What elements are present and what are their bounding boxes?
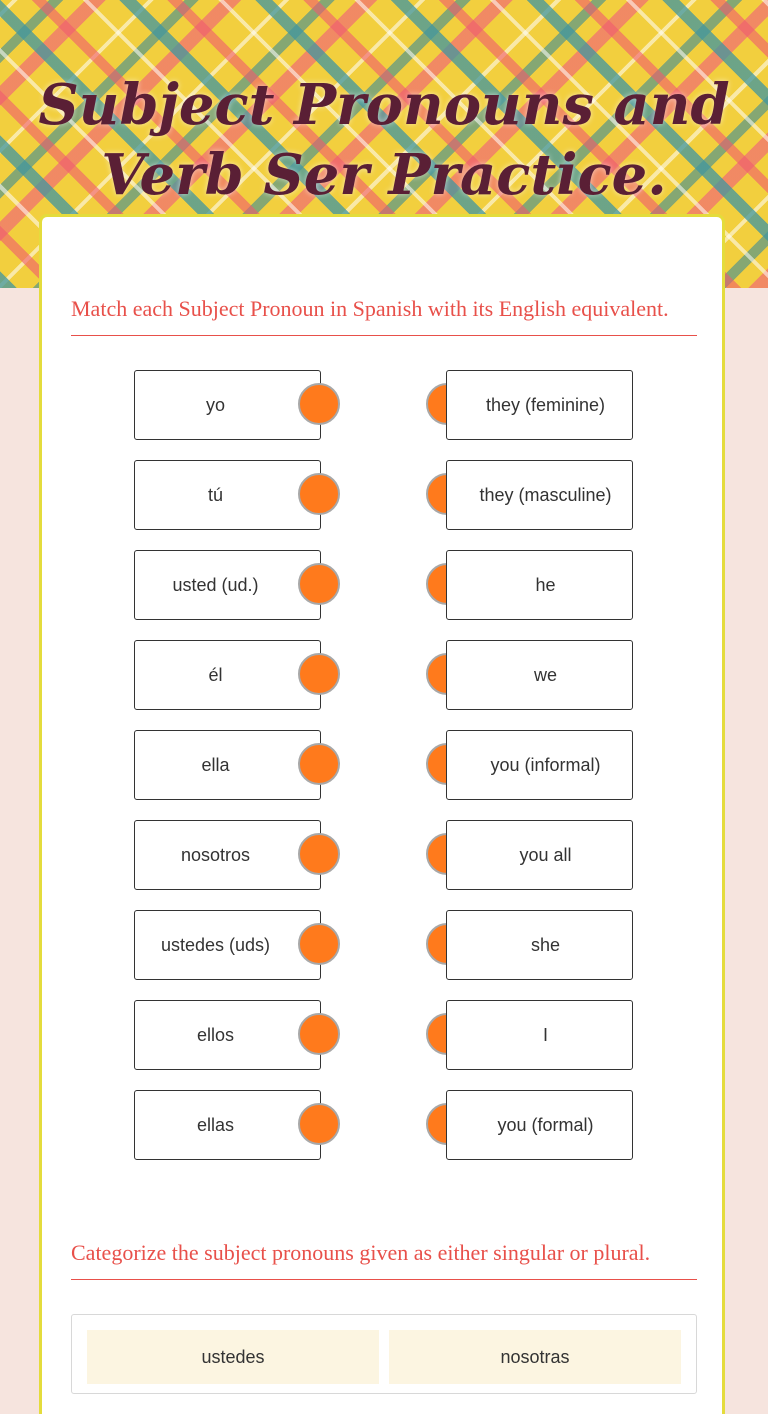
match-left-label: ellos [196,1024,235,1045]
match-right-label: I [542,1024,548,1045]
match-left-item[interactable] [134,1090,321,1160]
match-right-label: he [535,574,556,595]
match-left-item[interactable] [134,550,321,620]
match-left-label: yo [205,394,225,415]
matching-instruction: Match each Subject Pronoun in Spanish with its English equivalent. [71,296,697,336]
draggable-pronoun-tile[interactable] [389,1330,681,1384]
match-left-label: tú [207,484,223,505]
worksheet-title: Subject Pronouns and Verb Ser Practice. [38,72,730,208]
match-right-item[interactable] [446,1090,633,1160]
match-right-label: you all [519,844,572,865]
match-right-label: you (formal) [497,1114,594,1135]
tile-label: ustedes [201,1346,265,1367]
match-right-item[interactable] [446,460,633,530]
match-left-label: nosotros [180,844,251,865]
match-left-label: usted (ud.) [172,574,259,595]
match-left-label: él [208,664,223,685]
left-connector-dot[interactable] [298,743,340,785]
left-connector-dot[interactable] [298,473,340,515]
tile-label: nosotras [500,1346,570,1367]
draggable-pronoun-tile[interactable] [87,1330,379,1384]
match-right-item[interactable] [446,730,633,800]
match-left-item[interactable] [134,370,321,440]
categorize-instruction: Categorize the subject pronouns given as either singular or plural. [71,1240,697,1280]
match-left-item[interactable] [134,730,321,800]
match-right-item[interactable] [446,640,633,710]
match-left-item[interactable] [134,910,321,980]
match-left-item[interactable] [134,640,321,710]
left-connector-dot[interactable] [298,1013,340,1055]
left-connector-dot[interactable] [298,833,340,875]
match-left-item[interactable] [134,820,321,890]
match-right-item[interactable] [446,910,633,980]
match-left-label: ella [201,754,230,775]
match-right-item[interactable] [446,820,633,890]
left-connector-dot[interactable] [298,1103,340,1145]
match-right-label: they (feminine) [485,394,606,415]
match-left-item[interactable] [134,460,321,530]
match-right-item[interactable] [446,1000,633,1070]
match-right-item[interactable] [446,550,633,620]
left-connector-dot[interactable] [298,563,340,605]
match-right-label: you (informal) [490,754,601,775]
left-connector-dot[interactable] [298,653,340,695]
match-right-label: they (masculine) [479,484,612,505]
match-right-label: we [533,664,557,685]
left-connector-dot[interactable] [298,383,340,425]
match-left-label: ellas [196,1114,235,1135]
match-right-item[interactable] [446,370,633,440]
match-left-item[interactable] [134,1000,321,1070]
left-connector-dot[interactable] [298,923,340,965]
match-left-label: ustedes (uds) [160,934,271,955]
match-right-label: she [530,934,561,955]
